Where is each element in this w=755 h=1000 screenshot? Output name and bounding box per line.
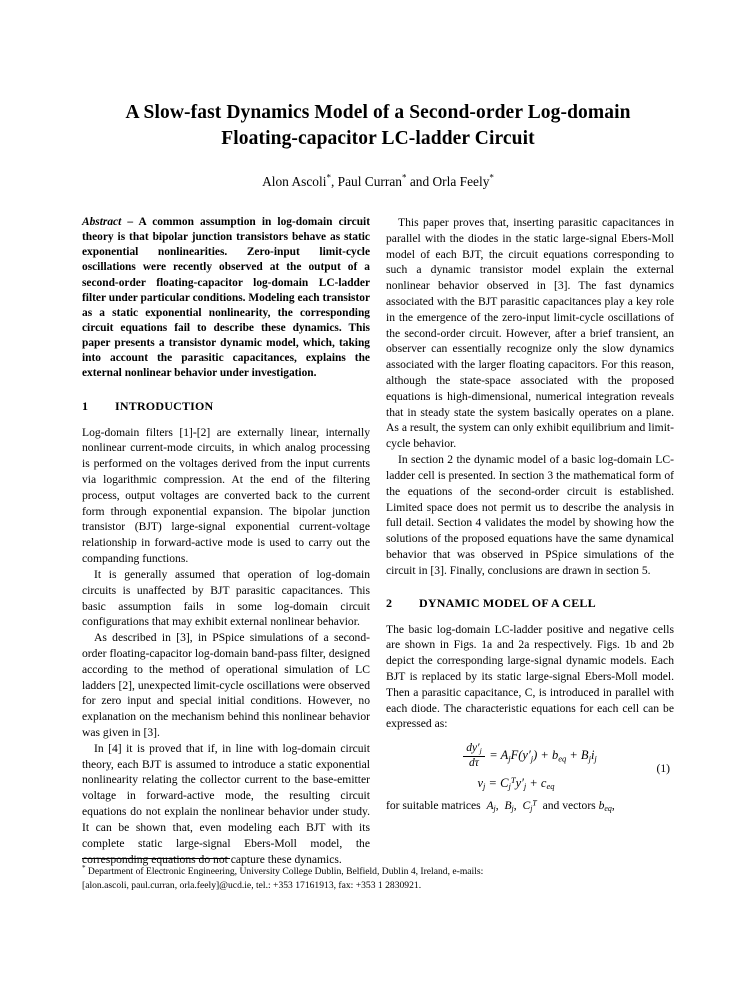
affiliation-marker-1: *	[326, 173, 331, 183]
section-heading-introduction	[82, 399, 370, 414]
equation-1-rhs: = $A_jF(y'_j) + b_{eq} + B_ji_j$	[486, 748, 597, 764]
section-number-1: 1	[82, 398, 89, 413]
fraction-numerator: $dy'_j$	[463, 742, 485, 757]
abstract-paragraph	[82, 215, 370, 382]
author-name-2: Paul Curran	[337, 174, 402, 190]
two-column-layout	[82, 215, 674, 867]
intro-paragraph-2: It is generally assumed that operation of log-domain circuits is unaffected by BJT parasitic capacitances. This basic assumption fails in some log-domain circuit configurations that may exhibit external nonlinear behavior.	[82, 567, 370, 629]
left-column	[82, 215, 370, 867]
intro-paragraph-4: In [4] it is proved that if, in line with log-domain circuit theory, each BJT is assumed to introduce a static exponential nonlinearity relating the collector current to the base-emitter voltage in forward-active mode, the resulting circuit equations do not explain the nonlinear behavior under study. It can be shown that, even modeling each BJT with its complete static large-signal Ebers-Moll model, the corresponding equations do not capture these dynamics.	[82, 741, 370, 866]
footnote-line-1: Department of Electronic Engineering, University College Dublin, Belfield, Dublin 4, Ireland, e-mails:	[87, 866, 484, 877]
right-column	[386, 215, 674, 815]
fraction-denominator: dτ	[469, 757, 479, 770]
right-paragraph-1: This paper proves that, inserting parasitic capacitances in parallel with the diodes in the static large-signal Ebers-Moll model of each BJT, the circuit equations corresponding to such a dynamic transistor model explain the external nonlinear behavior observed in [3]. The fast dynamics associated with the BJT parasitic capacitances play a key role in the emergence of the zero-input limit-cycle oscillations of the second-order circuit. However, after a brief transient, an observer can essentially recognize only the slow dynamics associated with the larger floating capacitors. For this reason, although the state-space associated with the proposed equations is high-dimensional, numerical integration reveals that in steady state the system basically operates on a plane. As a result, the system can only exhibit equilibrium and limit-cycle behavior.	[386, 215, 674, 451]
affiliation-marker-2: *	[401, 173, 407, 183]
abstract-label: Abstract	[82, 215, 122, 228]
section-heading-dynamic-model	[386, 596, 674, 611]
footnote-line-2: [alon.ascoli, paul.curran, orla.feely]@ucd.ie, tel.: +353 17161913, fax: +353 1 2830921.	[82, 879, 422, 891]
intro-paragraph-3: As described in [3], in PSpice simulations of a second-order floating-capacitor log-domain band-pass filter, designed according to the method of operational simulation of LC ladders [2], unexpected limit-cycle oscillations were observed for zero input and special initial conditions. However, no explanation on the mechanism behind this nonlinear behavior was given in [3].	[82, 631, 370, 740]
derivative-fraction	[463, 742, 485, 770]
abstract-dash: –	[121, 215, 139, 228]
paper-title: A Slow-fast Dynamics Model of a Second-order Log-domain Floating-capacitor LC-ladder Circuit	[125, 102, 631, 149]
footnote-marker: *	[82, 863, 86, 872]
footnote-separator-rule	[82, 858, 230, 859]
section-title-2: DYNAMIC MODEL OF A CELL	[419, 595, 596, 610]
after-equation-text: for suitable matrices $A_j$, $B_j$, $C_j^T$ and vectors $b_{eq}$,	[386, 798, 615, 814]
footnote-area	[82, 858, 674, 893]
paper-content	[82, 100, 674, 867]
dynamic-model-paragraph-1: The basic log-domain LC-ladder positive and negative cells are shown in Figs. 1a and 2a respectively. Figs. 1b and 2b depict the corresponding large-signal dynamic models. Each BJT is replaced by its static large-signal Ebers-Moll model. Then a parasitic capacitance, C, is introduced in parallel with each diode. The characteristic equations for each cell can be expressed as:	[386, 622, 674, 731]
author-name-3: Orla Feely	[432, 174, 490, 190]
equation-1-line-1	[386, 742, 674, 770]
author-name-1: Alon Ascoli	[262, 174, 327, 190]
right-paragraph-2: In section 2 the dynamic model of a basic log-domain LC-ladder cell is presented. In section 3 the mathematical form of the equations of the second-order circuit is established. Limited space does not permit us to describe the analysis in full detail. Section 4 validates the model by showing how the solutions of the proposed equations have the same dynamical behavior that was observed in PSpice simulations of the circuit in [3]. Finally, conclusions are drawn in section 5.	[386, 453, 674, 577]
author-line: Alon Ascoli*, Paul Curran* and Orla Feely*	[262, 173, 494, 190]
section-title-1: INTRODUCTION	[115, 398, 214, 413]
equation-1-number: (1)	[656, 762, 670, 776]
intro-paragraph-1: Log-domain filters [1]-[2] are externally linear, internally nonlinear current-mode circuits, in which analog processing is performed on the voltages derived from the input currents via logarithmic compression. At the end of the filtering process, output voltages are converted back to the current form through exponential expansion. The bipolar junction transistor (BJT) large-signal exponential current-voltage relationship in forward-active mode is used to carry out the companding functions.	[82, 425, 370, 566]
footnote-text	[82, 865, 674, 893]
equation-1	[386, 742, 674, 792]
affiliation-marker-3: *	[489, 173, 494, 183]
abstract-text: A common assumption in log-domain circuit theory is that bipolar junction transistors behave as static exponential nonlinearities. Zero-input limit-cycle oscillations were recently observed at the output of a second-order floating-capacitor log-domain LC-ladder filter under particular conditions. Modeling each transistor as a static exponential nonlinearity, the corresponding circuit equations fail to describe these dynamics. This paper presents a transistor dynamic model, which, taking into account the parasitic capacitances, explains the external nonlinear behavior under investigation.	[82, 215, 370, 380]
section-number-2: 2	[386, 595, 393, 610]
equation-1-math	[386, 742, 674, 791]
equation-1-line-2: $v_j = C_j^Ty'_j + c_{eq}$	[477, 775, 555, 792]
